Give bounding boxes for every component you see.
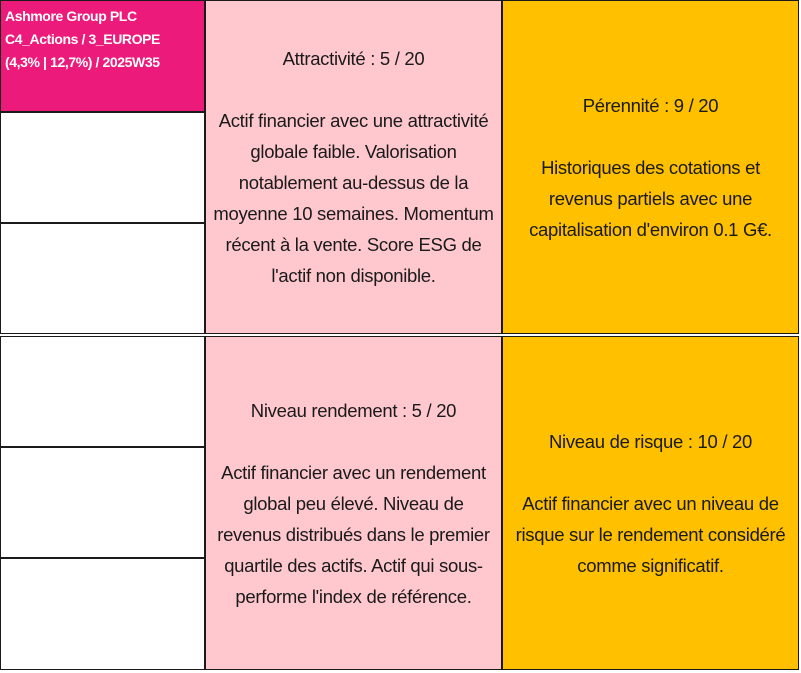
risque-title: Niveau de risque : 10 / 20 bbox=[548, 430, 753, 452]
attractivite-body: Actif financier avec une attractivité globale faible. Valorisation notablement au-dessus de la moyenne 10 semaines. Momentum récent à la vente. Score ESG de l'actif non disponible. bbox=[213, 110, 494, 286]
blank-cell-5 bbox=[0, 558, 205, 670]
risque-cell bbox=[502, 336, 799, 670]
asset-name: Ashmore Group PLC bbox=[5, 8, 137, 24]
blank-cell-2 bbox=[0, 223, 205, 334]
asset-category: C4_Actions / 3_EUROPE bbox=[5, 31, 160, 47]
perennite-cell bbox=[502, 0, 799, 334]
blank-cell-4 bbox=[0, 447, 205, 558]
attractivite-cell bbox=[205, 0, 502, 334]
blank-cell-1 bbox=[0, 112, 205, 223]
risque-body: Actif financier avec un niveau de risque sur le rendement considéré comme significatif. bbox=[515, 492, 786, 576]
perennite-title: Pérennité : 9 / 20 bbox=[582, 94, 719, 116]
asset-stats-period: (4,3% | 12,7%) / 2025W35 bbox=[5, 54, 160, 70]
rendement-cell bbox=[205, 336, 502, 670]
blank-cell-3 bbox=[0, 336, 205, 447]
perennite-body: Historiques des cotations et revenus partiels avec une capitalisation d'environ 0.1 G€. bbox=[529, 156, 772, 240]
rendement-title: Niveau rendement : 5 / 20 bbox=[250, 399, 457, 421]
asset-title-cell bbox=[0, 0, 205, 112]
attractivite-title: Attractivité : 5 / 20 bbox=[282, 48, 425, 69]
rendement-body: Actif financier avec un rendement global peu élevé. Niveau de revenus distribués dans le premier quartile des actifs. Actif qui sous-performe l'index de référence. bbox=[217, 461, 490, 607]
